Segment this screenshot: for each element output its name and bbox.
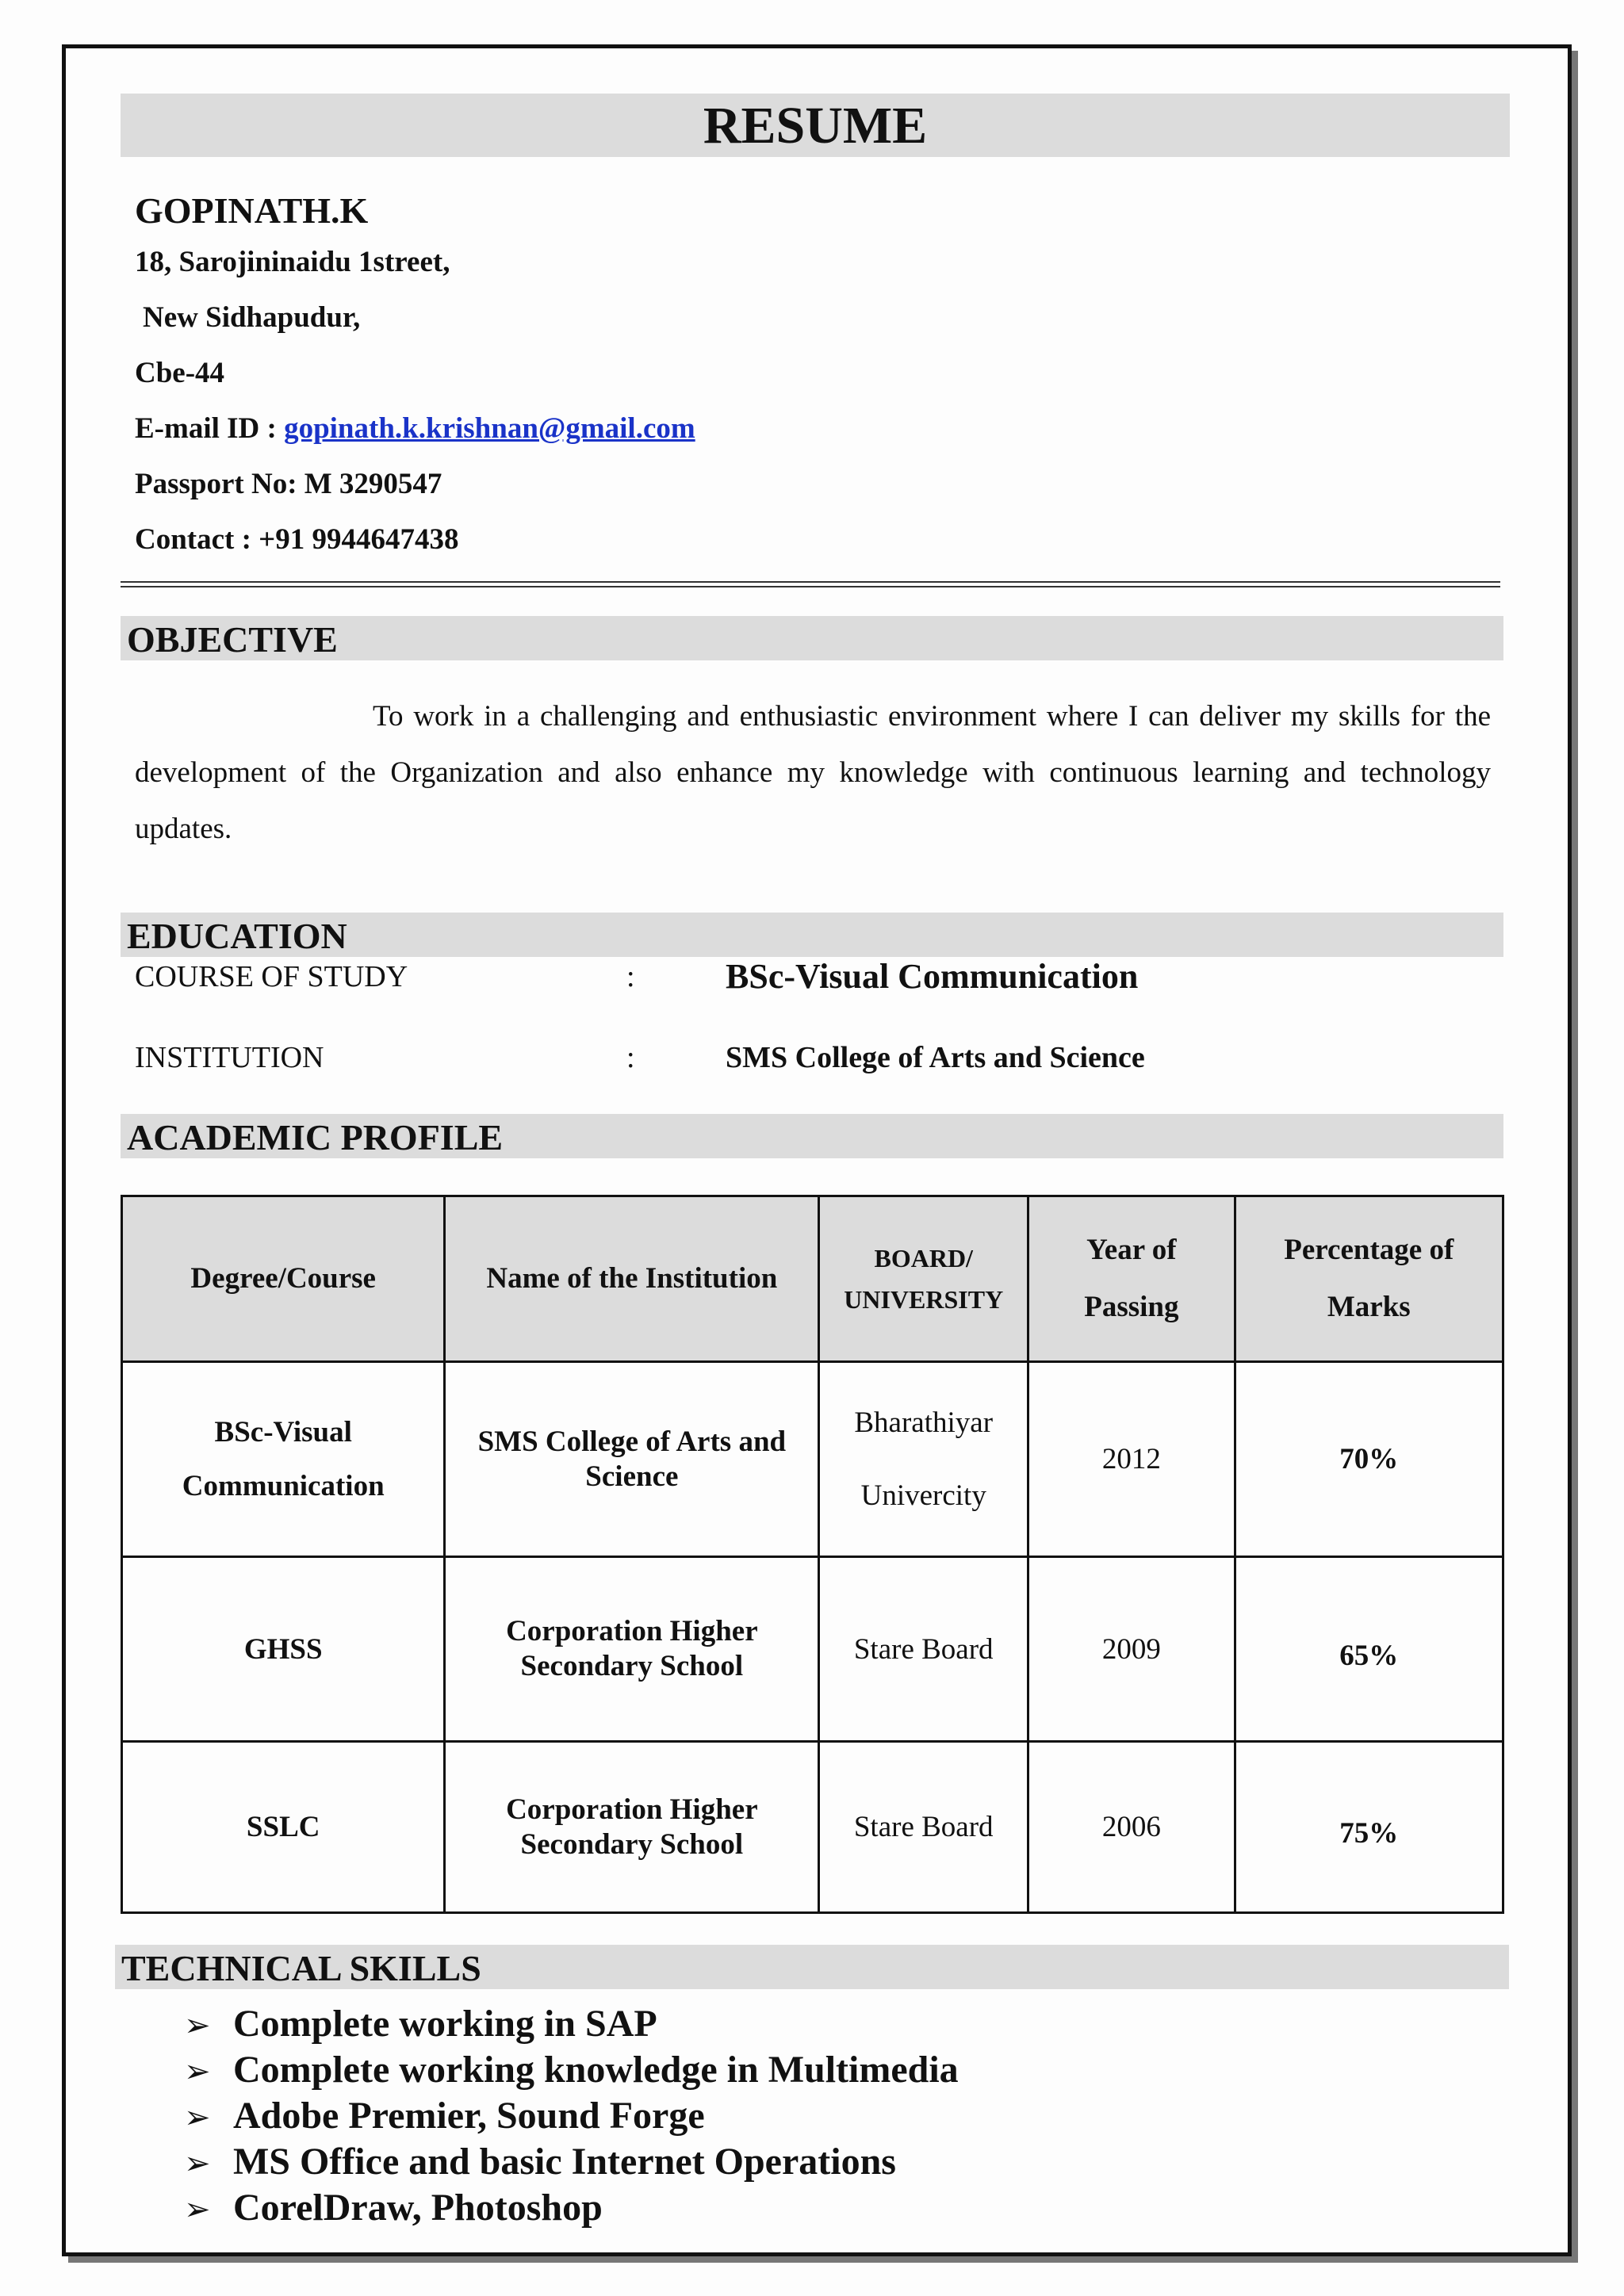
email-row bbox=[135, 401, 695, 457]
header-degree: Degree/Course bbox=[122, 1196, 445, 1362]
header-divider bbox=[121, 581, 1500, 587]
list-item bbox=[184, 2002, 959, 2048]
header-board: BOARD/ UNIVERSITY bbox=[819, 1196, 1028, 1362]
academic-profile-heading: ACADEMIC PROFILE bbox=[121, 1114, 1503, 1158]
objective-heading: OBJECTIVE bbox=[121, 616, 1503, 660]
arrow-bullet-icon: ➢ bbox=[184, 2099, 211, 2136]
arrow-bullet-icon: ➢ bbox=[184, 2191, 211, 2228]
institution-label: INSTITUTION bbox=[135, 1041, 324, 1074]
candidate-name: GOPINATH.K bbox=[135, 190, 369, 231]
technical-skills-heading: TECHNICAL SKILLS bbox=[115, 1945, 1509, 1989]
address-line-3: Cbe-44 bbox=[135, 357, 225, 389]
table-row bbox=[122, 1557, 1503, 1742]
institution-colon: : bbox=[626, 1041, 635, 1074]
skill-text: MS Office and basic Internet Operations bbox=[233, 2141, 896, 2183]
cell-percentage: 65% bbox=[1235, 1557, 1503, 1742]
table-header-row bbox=[122, 1196, 1503, 1362]
cell-institution: Corporation Higher Secondary School bbox=[445, 1742, 819, 1913]
cell-institution: SMS College of Arts and Science bbox=[445, 1362, 819, 1557]
list-item bbox=[184, 2186, 959, 2232]
cell-year: 2012 bbox=[1028, 1362, 1235, 1557]
arrow-bullet-icon: ➢ bbox=[184, 2145, 211, 2182]
resume-title: RESUME bbox=[121, 94, 1510, 157]
education-heading: EDUCATION bbox=[121, 913, 1503, 957]
skills-list bbox=[184, 2002, 959, 2232]
academic-table bbox=[121, 1195, 1504, 1914]
cell-degree: BSc-Visual Communication bbox=[122, 1362, 445, 1557]
course-label: COURSE OF STUDY bbox=[135, 960, 408, 993]
passport-number: Passport No: M 3290547 bbox=[135, 468, 442, 500]
cell-board: Stare Board bbox=[819, 1742, 1028, 1913]
list-item bbox=[184, 2094, 959, 2140]
cell-year: 2006 bbox=[1028, 1742, 1235, 1913]
table-row bbox=[122, 1742, 1503, 1913]
course-value: BSc-Visual Communication bbox=[726, 957, 1139, 996]
cell-institution: Corporation Higher Secondary School bbox=[445, 1557, 819, 1742]
list-item bbox=[184, 2048, 959, 2094]
course-colon: : bbox=[626, 960, 635, 993]
cell-board: Bharathiyar Univercity bbox=[819, 1362, 1028, 1557]
contact-phone: Contact : +91 9944647438 bbox=[135, 523, 459, 556]
cell-board: Stare Board bbox=[819, 1557, 1028, 1742]
skill-text: Complete working knowledge in Multimedia bbox=[233, 2049, 959, 2091]
list-item bbox=[184, 2140, 959, 2186]
objective-text: To work in a challenging and enthusiastic environment where I can deliver my skills for the development of the Organization and also enhance my knowledge with continuous learning and technology updates. bbox=[135, 700, 1491, 845]
cell-degree: SSLC bbox=[122, 1742, 445, 1913]
table-row bbox=[122, 1362, 1503, 1557]
cell-percentage: 70% bbox=[1235, 1362, 1503, 1557]
contact-block bbox=[135, 187, 695, 568]
cell-percentage: 75% bbox=[1235, 1742, 1503, 1913]
cell-degree: GHSS bbox=[122, 1557, 445, 1742]
header-year: Year of Passing bbox=[1028, 1196, 1235, 1362]
skill-text: CorelDraw, Photoshop bbox=[233, 2187, 603, 2229]
address-line-1: 18, Sarojininaidu 1street, bbox=[135, 246, 450, 278]
arrow-bullet-icon: ➢ bbox=[184, 2007, 211, 2044]
skill-text: Adobe Premier, Sound Forge bbox=[233, 2095, 705, 2137]
email-link[interactable]: gopinath.k.krishnan@gmail.com bbox=[284, 412, 695, 445]
skill-text: Complete working in SAP bbox=[233, 2003, 657, 2045]
header-percentage: Percentage of Marks bbox=[1235, 1196, 1503, 1362]
address-line-2: New Sidhapudur, bbox=[143, 301, 361, 334]
email-label: E-mail ID : bbox=[135, 412, 285, 445]
institution-value: SMS College of Arts and Science bbox=[726, 1041, 1145, 1074]
header-institution: Name of the Institution bbox=[445, 1196, 819, 1362]
arrow-bullet-icon: ➢ bbox=[184, 2053, 211, 2090]
cell-year: 2009 bbox=[1028, 1557, 1235, 1742]
